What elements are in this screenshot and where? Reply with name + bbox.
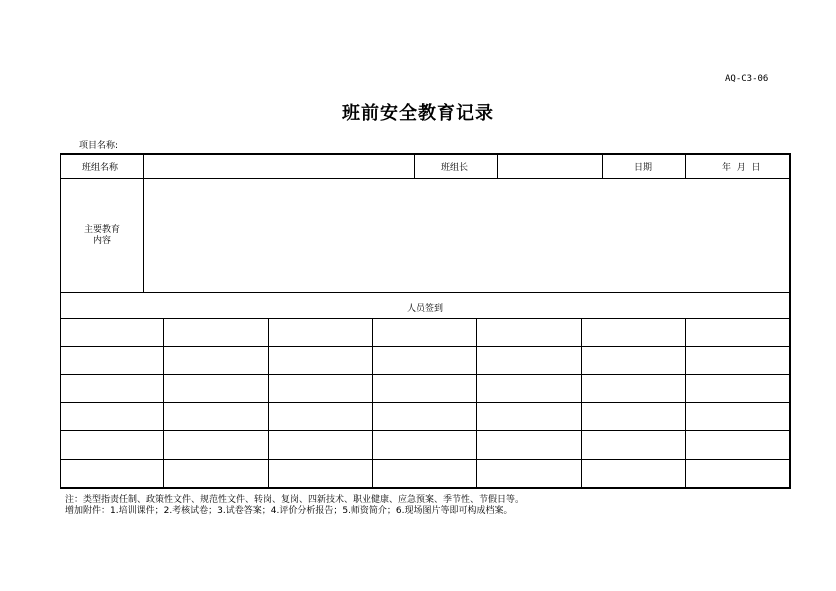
signin-column-divider [685,318,686,488]
document-code: AQ-C3-06 [725,74,769,84]
column-divider [414,154,415,179]
date-label: 日期 [634,163,653,173]
signin-column-divider [163,318,164,488]
project-name-label: 项目名称: [79,141,119,151]
signin-column-divider [268,318,269,488]
table-border-right [789,153,791,489]
row-divider [60,459,790,460]
column-divider [143,154,144,293]
page-title: 班前安全教育记录 [342,103,494,124]
team-leader-label: 班组长 [441,163,469,173]
main-content-label: 主要教育内容 [83,225,120,246]
column-divider [685,154,686,179]
table-border-top [60,153,791,155]
signin-header: 人员签到 [406,304,443,314]
date-value: 年 月 日 [722,163,761,173]
row-divider [60,178,790,179]
table-border-bottom [60,487,791,489]
row-divider [60,346,790,347]
column-divider [497,154,498,179]
table-border-left [60,153,61,489]
signin-column-divider [372,318,373,488]
row-divider [60,402,790,403]
row-divider [60,430,790,431]
row-divider [60,292,790,293]
column-divider [602,154,603,179]
footnote-types: 注：类型指责任制、政策性文件、规范性文件、转岗、复岗、四新技术、职业健康、应急预案、季节性、节假日等。 [65,495,525,505]
row-divider [60,318,790,319]
footnote-attachments: 增加附件：1.培训课件；2.考核试卷；3.试卷答案；4.评价分析报告；5.师资简介；6.现场图片等即可构成档案。 [65,506,513,516]
signin-column-divider [581,318,582,488]
row-divider [60,374,790,375]
signin-column-divider [476,318,477,488]
team-name-label: 班组名称 [82,163,119,173]
